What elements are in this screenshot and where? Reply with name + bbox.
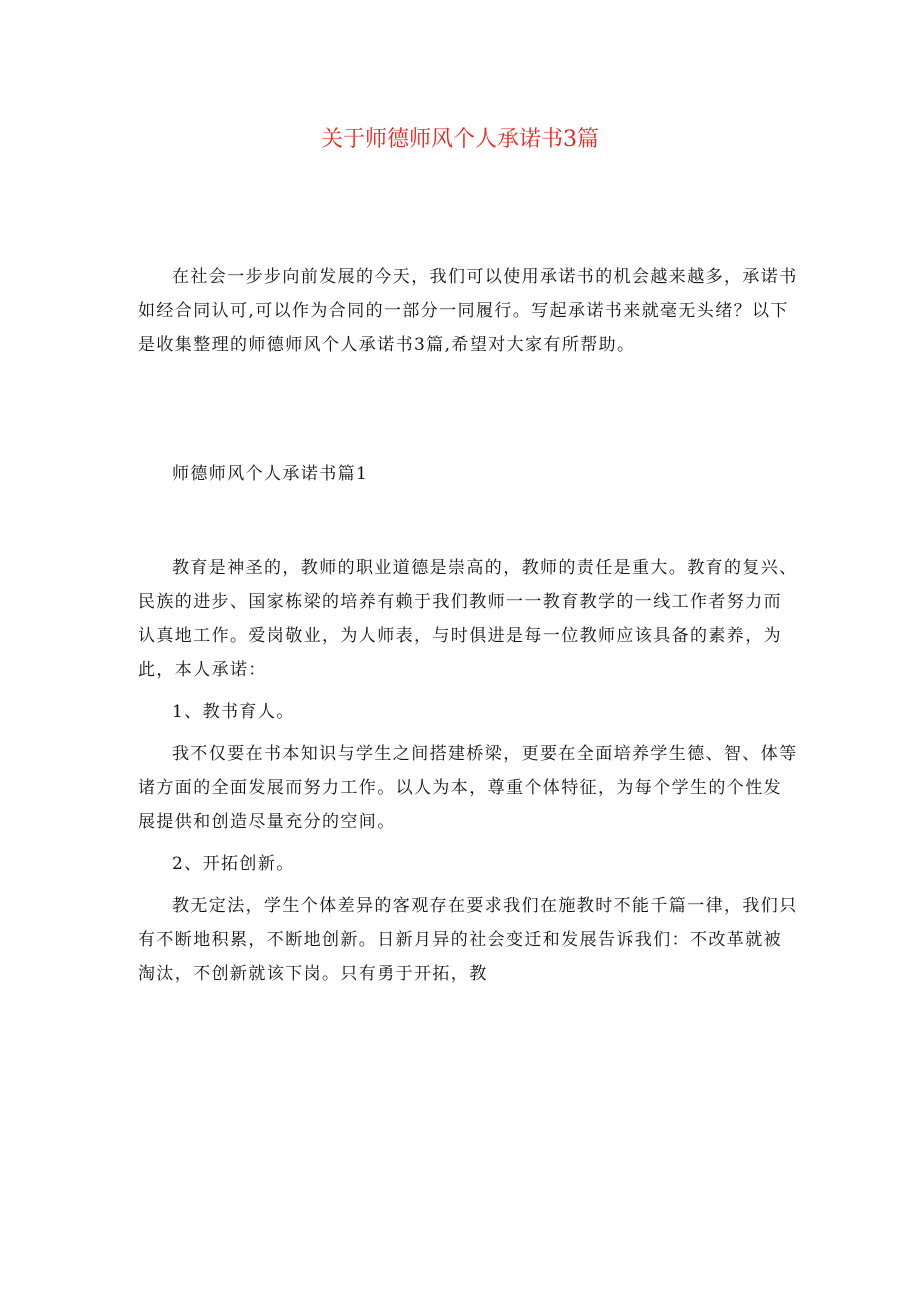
section-heading-block bbox=[138, 457, 800, 491]
main-content bbox=[138, 551, 800, 991]
document-title: 关于师德师风个人承诺书3篇 bbox=[321, 127, 599, 152]
list-heading: 2、开拓创新。 bbox=[172, 854, 295, 874]
paragraph-gap bbox=[138, 687, 800, 695]
intro-block bbox=[138, 260, 800, 362]
paragraph-gap bbox=[138, 881, 800, 889]
paragraph: 教无定法，学生个体差异的客观存在要求我们在施教时不能千篇一律，我们只有不断地积累，不断地创新。日新月异的社会变迁和发展告诉我们：不改革就被淘汰，不创新就该下岗。只有勇于开拓，教 bbox=[138, 896, 798, 984]
section-heading: 师德师风个人承诺书篇1 bbox=[172, 464, 369, 484]
paragraph: 我不仅要在书本知识与学生之间搭建桥梁，更要在全面培养学生德、智、体等诸方面的全面发展而努力工作。以人为本，尊重个体特征，为每个学生的个性发展提供和创造尽量充分的空间。 bbox=[138, 744, 798, 832]
paragraph-gap bbox=[138, 839, 800, 847]
list-heading: 1、教书育人。 bbox=[172, 702, 295, 722]
paragraph: 教育是神圣的，教师的职业道德是崇高的，教师的责任是重大。教育的复兴、民族的进步、国家栋梁的培养有赖于我们教师一一教育教学的一线工作者努力而认真地工作。爱岗敬业，为人师表，与时俱进是每一位教师应该具备的素养，为此，本人承诺： bbox=[138, 558, 798, 680]
intro-paragraph: 在社会一步步向前发展的今天，我们可以使用承诺书的机会越来越多，承诺书如经合同认可,可以作为合同的一部分一同履行。写起承诺书来就毫无头绪？以下是收集整理的师德师风个人承诺书3篇,希望对大家有所帮助。 bbox=[138, 267, 798, 355]
paragraph-gap bbox=[138, 729, 800, 737]
